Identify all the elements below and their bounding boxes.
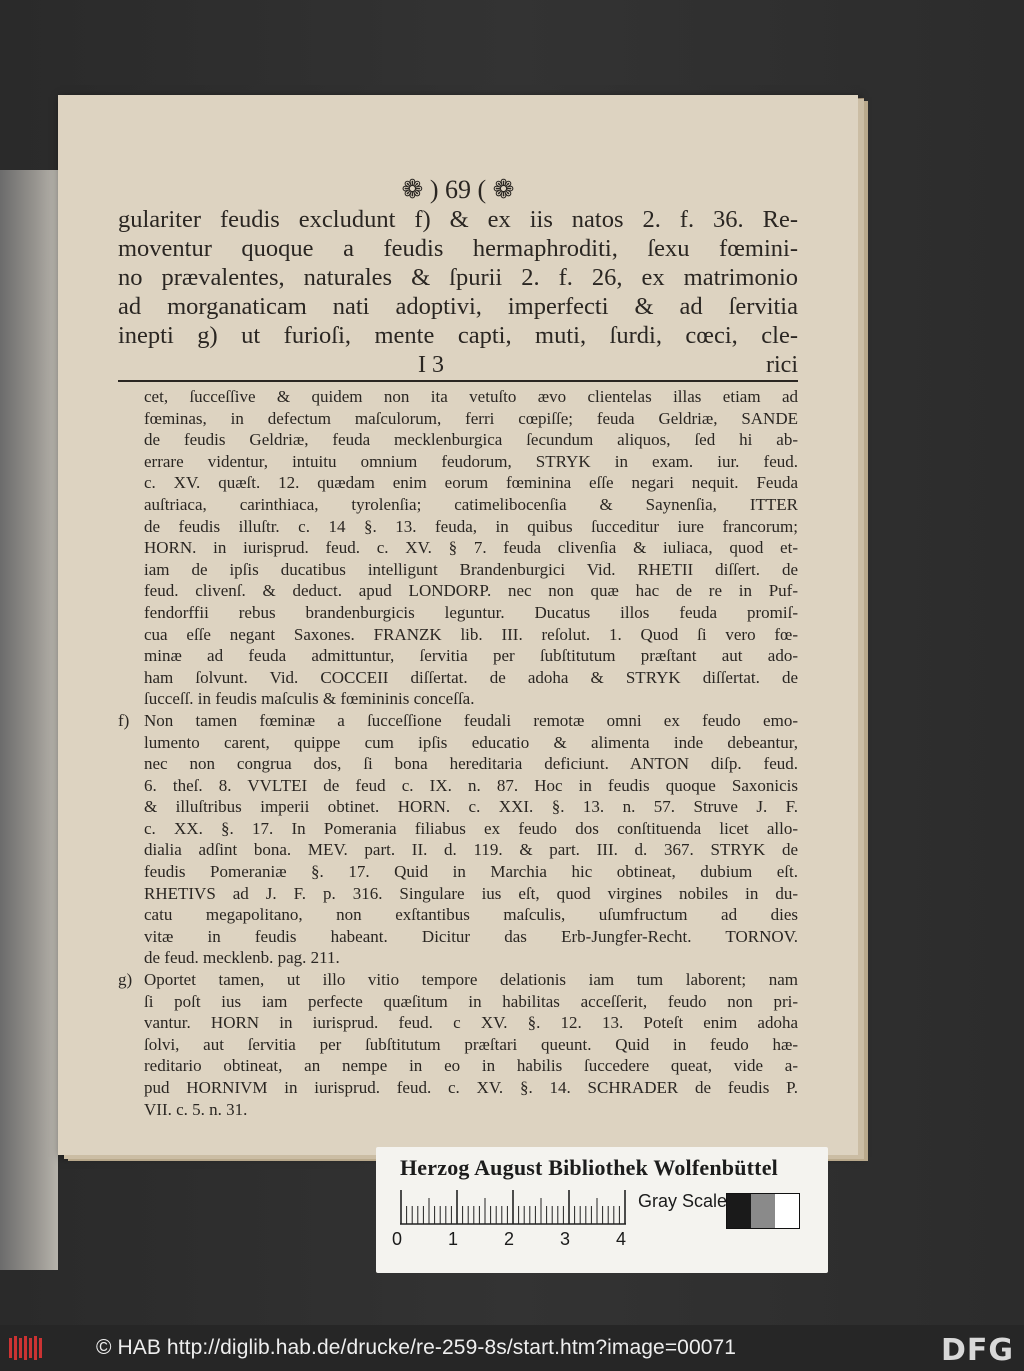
- note-line: cet, ſucceſſive & quidem non ita vetuſto ævo clientelas illas etiam ad: [144, 387, 798, 406]
- note-line: feud. clivenſ. & deduct. apud LONDORP. nec non quæ hac de re in Puf-: [144, 581, 798, 601]
- note-line: VII. c. 5. n. 31.: [144, 1099, 248, 1119]
- main-line: ad morganaticam nati adoptivi, imperfecti & ad ſervitia: [118, 293, 798, 320]
- note-line: auſtriaca, carinthiaca, tyrolenſia; catimelibocenſia & Saynenſia, ITTER: [144, 494, 798, 514]
- note-line: cua eſſe negant Saxones. FRANZK lib. III. reſolut. 1. Quod ſi vero fœ-: [144, 624, 798, 644]
- dfg-logo: DFG: [940, 1333, 1014, 1368]
- note-line: iam de ipſis ducatibus intelligunt Brandenburgici Vid. RHETII diſſert. de: [144, 559, 798, 579]
- note-line: Oportet tamen, ut illo vitio tempore delationis iam tum laborent; nam: [144, 970, 798, 990]
- main-line: no prævalentes, naturales & ſpurii 2. f. 26, ex matrimonio: [118, 264, 798, 291]
- note-line: minæ ad feuda admittuntur, ſervitia per ſubſtitutum præſtant aut ado-: [144, 646, 798, 666]
- note-line: ſolvi, aut ſervitia per ſubſtitutum præſtari queunt. Quid in feudo hæ-: [144, 1034, 798, 1054]
- ruler-number: 2: [504, 1229, 515, 1249]
- gray-swatch-mid: [751, 1194, 775, 1228]
- note-line: nec non congrua dos, ſi bona hereditaria deficiunt. ANTON diſp. feud.: [144, 754, 798, 774]
- page-text-block: [118, 175, 798, 1120]
- page-header: ❁ ) 69 ( ❁: [401, 175, 515, 204]
- note-line: reditario obtineat, an nempe in eo in habilis ſuccedere queat, vide a-: [144, 1056, 798, 1076]
- footnotes: [118, 386, 798, 1120]
- note-line: fœminas, in defectum maſculorum, ferri cœpiſſe; feuda Geldriæ, SANDE: [144, 408, 798, 428]
- note-line: errare videntur, intuitu omnium feudorum, STRYK in exam. iur. feud.: [144, 451, 798, 471]
- note-line: fendorffii rebus brandenburgicis leguntur. Ducatus illos feuda promiſ-: [144, 602, 798, 622]
- ruler-number: 3: [560, 1229, 571, 1249]
- footnote-marker: g): [118, 970, 133, 990]
- ruler: [400, 1189, 626, 1225]
- ruler-number: 4: [616, 1229, 627, 1249]
- note-line: RHETIVS ad J. F. p. 316. Singulare ius eſt, quod virgines nobiles in du-: [144, 883, 798, 903]
- library-title: Herzog August Bibliothek Wolfenbüttel: [400, 1155, 778, 1180]
- footnote-g: [118, 969, 798, 1120]
- note-line: 6. theſ. 8. VVLTEI de feud c. IX. n. 87. Hoc in feudis quoque Saxonicis: [144, 775, 798, 795]
- note-line: ſi poſt ius iam perfecte quæſitum in habilitas acceſſerit, feudo non pri-: [144, 991, 798, 1011]
- gray-scale-label: Gray Scale: [638, 1191, 728, 1211]
- footnote-f: [118, 710, 798, 969]
- note-line: & illuſtribus imperii obtinet. HORN. c. XXI. §. 13. n. 57. Struve J. F.: [144, 797, 798, 817]
- note-line: de feudis illuſtr. c. 14 §. 13. feuda, in quibus ſucceditur iure francorum;: [144, 516, 798, 536]
- note-line: de feud. mecklenb. pag. 211.: [144, 948, 340, 968]
- note-line: HORN. in iurisprud. feud. c. XV. § 7. feuda clivenſia & iuliaca, quod et-: [144, 538, 798, 558]
- note-line: de feudis Geldriæ, feuda mecklenburgica ſecundum aliquos, ſed hi ab-: [144, 430, 798, 450]
- note-line: vitæ in feudis habeant. Dicitur das Erb-Jungfer-Recht. TORNOV.: [144, 926, 798, 946]
- note-line: ham ſolvunt. Vid. COCCEII diſſertat. de adoha & STRYK diſſertat. de: [144, 667, 798, 687]
- main-line: inepti g) ut furioſi, mente capti, muti, ſurdi, cœci, cle-: [118, 322, 798, 349]
- signature-row: [118, 350, 798, 382]
- note-line: feudis Pomeraniæ §. 17. Quid in Marchia hic obtineat, dubium eſt.: [144, 862, 798, 882]
- note-line: lumento carent, quippe cum ipſis educatio & alimenta inde debeantur,: [144, 732, 798, 752]
- ruler-ticks: [400, 1189, 626, 1225]
- main-line: gulariter feudis excludunt f) & ex iis natos 2. f. 36. Re-: [118, 206, 798, 233]
- main-text: [118, 205, 798, 350]
- note-line: Non tamen fœminæ a ſucceſſione feudali remotæ omni ex feudo emo-: [144, 710, 798, 730]
- catchword: rici: [766, 352, 798, 378]
- main-line: moventur quoque a feudis hermaphroditi, ſexu fœmini-: [118, 235, 798, 262]
- ruler-number: 0: [392, 1229, 403, 1249]
- footnote-continuation: [118, 386, 798, 710]
- note-line: catu megapolitano, non exſtantibus maſculis, uſumfructum ad dies: [144, 905, 798, 925]
- note-line: pud HORNIVM in iurisprud. feud. c. XV. §. 14. SCHRADER de feudis P.: [144, 1078, 798, 1097]
- gray-scale-swatches: [726, 1193, 800, 1229]
- ruler-number: 1: [448, 1229, 459, 1249]
- note-line: c. XX. §. 17. In Pomerania filiabus ex feudo dos conſtituenda licet allo-: [144, 818, 798, 838]
- note-line: c. XV. quæſt. 12. quædam enim eorum fœminina eſſe negari nequit. Feuda: [144, 473, 798, 493]
- note-line: dialia adſint bona. MEV. part. II. d. 119. & part. III. d. 367. STRYK de: [144, 840, 798, 860]
- hab-logo-icon: [8, 1334, 44, 1362]
- book-page: [58, 95, 858, 1155]
- footer-credit-link[interactable]: © HAB http://diglib.hab.de/drucke/re-259-8s/start.htm?image=00071: [96, 1336, 737, 1359]
- gray-swatch-dark: [727, 1194, 751, 1228]
- note-line: ſucceſſ. in feudis maſculis & fœmininis conceſſa.: [144, 689, 475, 709]
- footer-bar: [0, 1325, 1024, 1371]
- gray-swatch-white: [775, 1194, 799, 1228]
- adjacent-page-strip: [0, 170, 58, 1270]
- note-line: vantur. HORN in iurisprud. feud. c XV. §. 12. 13. Poteſt enim adoha: [144, 1013, 798, 1033]
- footnote-marker: f): [118, 710, 130, 730]
- signature-mark: I 3: [418, 352, 444, 378]
- color-scale-card: [376, 1147, 828, 1273]
